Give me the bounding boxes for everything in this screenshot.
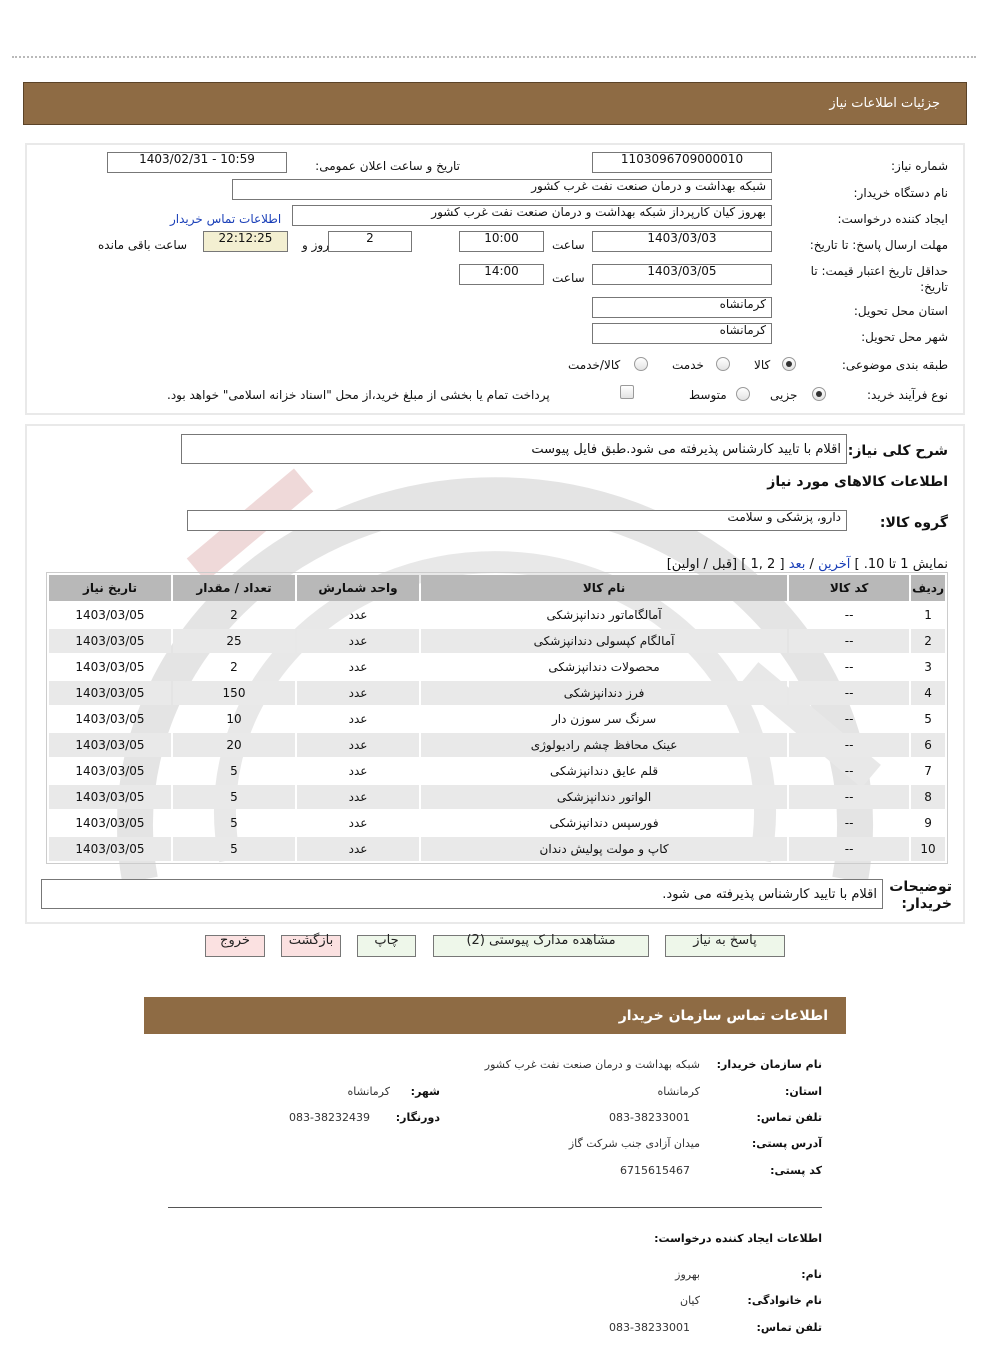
cell-code: -- — [789, 837, 909, 861]
cell-code: -- — [789, 629, 909, 653]
cell-qty: 150 — [173, 681, 295, 705]
contact-title: اطلاعات تماس سازمان خریدار — [618, 1007, 828, 1024]
announce-datetime-field: 1403/02/31 - 10:59 — [107, 152, 287, 173]
cell-name: الواتور دندانپزشکی — [421, 785, 787, 809]
cell-qty: 10 — [226, 712, 242, 726]
col-row-header: ردیف — [911, 575, 945, 601]
table-row — [49, 707, 945, 731]
contact-fax-value: 083-38232439 — [289, 1111, 370, 1124]
cell-name: کاپ و مولت پولیش دندان — [421, 837, 787, 861]
creator-phone-value: 083-38233001 — [609, 1321, 690, 1334]
contact-org-value: شبکه بهداشت و درمان صنعت نفت غرب کشور — [484, 1058, 700, 1071]
province-field: کرمانشاه — [592, 297, 772, 318]
need-number-field: 1103096709000010 — [592, 152, 772, 173]
category-label: طبقه بندی موضوعی: — [841, 358, 948, 372]
table-row — [49, 655, 945, 679]
view-documents-button[interactable]: مشاهده مدارک پیوستی (2) — [433, 935, 649, 957]
top-divider — [12, 56, 976, 58]
validity-time-label: ساعت — [552, 271, 585, 285]
cell-date: 1403/03/05 — [75, 608, 145, 622]
creator-name-value: بهروز — [675, 1268, 700, 1281]
pagination-prev-first: [قبل / اولین] — [666, 557, 738, 572]
col-date-header: تاریخ نیاز — [49, 575, 171, 601]
payment-note: پرداخت تمام یا بخشی از مبلغ خرید،از محل "اسناد خزانه اسلامی" خواهد بود. — [167, 388, 550, 402]
back-button[interactable]: بازگشت — [281, 935, 341, 957]
category-option-service[interactable] — [716, 356, 730, 371]
cell-qty: 2 — [230, 660, 238, 674]
deadline-time-field: 10:00 — [459, 231, 544, 252]
table-row — [49, 837, 945, 861]
deadline-label: مهلت ارسال پاسخ: تا تاریخ: — [809, 238, 948, 252]
city-field: کرمانشاه — [592, 323, 772, 344]
cell-date: 1403/03/05 — [49, 733, 171, 757]
table-header-row — [49, 575, 945, 601]
table-row — [49, 733, 945, 757]
contact-postal-label: کد پستی: — [770, 1164, 822, 1177]
creator-field: بهروز کیان کارپرداز شبکه بهداشت و درمان صنعت نفت غرب کشور — [292, 205, 772, 226]
category-option-both[interactable] — [634, 356, 648, 371]
cell-name: فورسپس دندانپزشکی — [549, 816, 659, 830]
province-label: استان محل تحویل: — [853, 304, 948, 318]
cell-name: محصولات دندانپزشکی — [548, 660, 660, 674]
buyer-org-field: شبکه بهداشت و درمان صنعت نفت غرب کشور — [232, 179, 772, 200]
cell-code: -- — [789, 681, 909, 705]
contact-divider — [168, 1207, 822, 1208]
process-label: نوع فرآیند خرید: — [867, 388, 948, 402]
pagination-last-link[interactable]: آخرین — [818, 557, 851, 572]
creator-family-label: نام خانوادگی: — [747, 1294, 822, 1307]
creator-name-label: نام: — [801, 1268, 822, 1281]
contact-fax-label: دورنگار: — [395, 1111, 440, 1124]
process-option-minor[interactable] — [812, 386, 826, 401]
contact-province-label: استان: — [785, 1085, 822, 1098]
radio-selected-icon[interactable] — [812, 387, 826, 401]
cell-row-number: 9 — [924, 816, 932, 830]
cell-unit: عدد — [348, 712, 368, 726]
cell-row-number: 1 — [924, 608, 932, 622]
cell-unit: عدد — [297, 785, 419, 809]
contact-province-value: کرمانشاه — [657, 1085, 700, 1098]
cell-date: 1403/03/05 — [49, 681, 171, 705]
cell-name: فرز دندانپزشکی — [421, 681, 787, 705]
goods-group-label: گروه کالا: — [879, 515, 948, 531]
exit-button[interactable]: خروج — [205, 935, 265, 957]
contact-address-value: میدان آزادی جنب شرکت گاز — [568, 1137, 700, 1150]
checkbox-icon[interactable] — [620, 385, 634, 399]
category-both-label: کالا/خدمت — [568, 358, 621, 372]
need-number-label: شماره نیاز: — [891, 159, 948, 173]
process-minor-label: جزیی — [770, 388, 798, 402]
contact-org-label: نام سازمان خریدار: — [716, 1058, 822, 1071]
cell-code: -- — [789, 733, 909, 757]
cell-unit: عدد — [348, 764, 368, 778]
reply-button[interactable]: پاسخ به نیاز — [665, 935, 785, 957]
contact-postal-value: 6715615467 — [620, 1164, 690, 1177]
cell-unit: عدد — [348, 608, 368, 622]
cell-qty: 25 — [173, 629, 295, 653]
cell-unit: عدد — [348, 660, 368, 674]
cell-code: -- — [844, 816, 854, 830]
buyer-notes-label: توضیحات خریدار: — [889, 879, 952, 912]
cell-unit: عدد — [297, 629, 419, 653]
cell-date: 1403/03/05 — [75, 764, 145, 778]
cell-qty: 5 — [230, 816, 238, 830]
goods-table — [46, 572, 948, 864]
cell-date: 1403/03/05 — [49, 837, 171, 861]
pagination-next-link[interactable]: بعد — [788, 557, 806, 572]
summary-field: اقلام با تایید کارشناس پذیرفته می شود.طبق فایل پیوست — [181, 434, 847, 464]
city-label: شهر محل تحویل: — [861, 330, 948, 344]
cell-code: -- — [844, 764, 854, 778]
deadline-time-label: ساعت — [552, 238, 585, 252]
cell-qty: 5 — [230, 764, 238, 778]
goods-table-body — [49, 603, 945, 861]
print-button[interactable]: چاپ — [357, 935, 416, 957]
contact-city-label: شهر: — [410, 1085, 440, 1098]
pagination-showing: نمایش 1 تا 10. — [863, 557, 948, 572]
contact-city-value: کرمانشاه — [347, 1085, 390, 1098]
cell-row-number: 7 — [924, 764, 932, 778]
cell-qty: 20 — [173, 733, 295, 757]
table-row — [49, 603, 945, 627]
cell-row-number: 2 — [911, 629, 945, 653]
radio-icon[interactable] — [634, 357, 648, 371]
page-title-bar — [23, 82, 967, 125]
contact-phone-value: 083-38233001 — [609, 1111, 690, 1124]
category-service-label: خدمت — [672, 358, 704, 372]
creator-section-title: اطلاعات ایجاد کننده درخواست: — [654, 1232, 822, 1245]
cell-date: 1403/03/05 — [75, 660, 145, 674]
days-label: روز و — [302, 238, 329, 252]
col-qty-header: تعداد / مقدار — [173, 575, 295, 601]
creator-phone-label: تلفن تماس: — [756, 1321, 822, 1334]
cell-code: -- — [789, 785, 909, 809]
buyer-notes-field: اقلام با تایید کارشناس پذیرفته می شود. — [41, 879, 883, 909]
cell-qty: 2 — [230, 608, 238, 622]
cell-qty: 5 — [173, 837, 295, 861]
cell-unit: عدد — [297, 733, 419, 757]
cell-code: -- — [844, 608, 854, 622]
cell-name: آمالگاماتور دندانپزشکی — [546, 608, 662, 622]
validity-time-field: 14:00 — [459, 264, 544, 285]
cell-row-number: 5 — [924, 712, 932, 726]
creator-label: ایجاد کننده درخواست: — [837, 212, 948, 226]
buyer-contact-link[interactable]: اطلاعات تماس خریدار — [170, 212, 282, 226]
buyer-org-label: نام دستگاه خریدار: — [853, 186, 948, 200]
cell-name: قلم عایق دندانپزشکی — [550, 764, 659, 778]
cell-row-number: 8 — [911, 785, 945, 809]
category-goods-label: کالا — [754, 358, 771, 372]
contact-address-label: آدرس پستی: — [751, 1137, 822, 1150]
cell-qty: 5 — [173, 785, 295, 809]
days-field: 2 — [328, 231, 412, 252]
remaining-time-field: 22:12:25 — [203, 231, 288, 252]
summary-label: شرح کلی نیاز: — [847, 443, 948, 459]
validity-date-field: 1403/03/05 — [592, 264, 772, 285]
treasury-checkbox[interactable] — [620, 384, 634, 399]
radio-selected-icon[interactable] — [782, 357, 796, 371]
cell-name: سرنگ سر سوزن دار — [551, 712, 657, 726]
table-row — [49, 811, 945, 835]
creator-family-value: کیان — [680, 1294, 700, 1307]
validity-label: حداقل تاریخ اعتبار قیمت: تا تاریخ: — [810, 264, 948, 294]
table-row — [49, 759, 945, 783]
radio-icon[interactable] — [716, 357, 730, 371]
remaining-label: ساعت باقی مانده — [98, 238, 188, 252]
announce-label: تاریخ و ساعت اعلان عمومی: — [315, 159, 460, 173]
cell-date: 1403/03/05 — [49, 629, 171, 653]
goods-info-title: اطلاعات کالاهای مورد نیاز — [767, 474, 948, 490]
cell-unit: عدد — [297, 681, 419, 705]
col-code-header: کد کالا — [789, 575, 909, 601]
pagination-pages[interactable]: [ 2 ,1 ] — [741, 557, 785, 572]
page-title: جزئیات اطلاعات نیاز — [829, 96, 940, 111]
cell-name: عینک محافظ چشم رادیولوژی — [421, 733, 787, 757]
cell-row-number: 4 — [911, 681, 945, 705]
cell-code: -- — [844, 660, 854, 674]
cell-unit: عدد — [348, 816, 368, 830]
cell-row-number: 10 — [911, 837, 945, 861]
pagination: نمایش 1 تا 10. ] آخرین / بعد [ 2 ,1 ] [قبل / اولین] — [666, 557, 948, 572]
cell-name: آمالگام کپسولی دندانپزشکی — [421, 629, 787, 653]
table-row — [49, 785, 945, 809]
table-row — [49, 681, 945, 705]
contact-phone-label: تلفن تماس: — [756, 1111, 822, 1124]
category-option-goods[interactable] — [782, 356, 796, 371]
cell-row-number: 6 — [911, 733, 945, 757]
process-option-medium[interactable] — [736, 386, 750, 401]
col-name-header: نام کالا — [421, 575, 787, 601]
contact-banner — [144, 997, 846, 1034]
deadline-date-field: 1403/03/03 — [592, 231, 772, 252]
cell-date: 1403/03/05 — [75, 712, 145, 726]
col-unit-header: واحد شمارش — [297, 575, 419, 601]
cell-row-number: 3 — [924, 660, 932, 674]
radio-icon[interactable] — [736, 387, 750, 401]
process-medium-label: متوسط — [689, 388, 727, 402]
cell-date: 1403/03/05 — [75, 816, 145, 830]
goods-group-field: دارو، پزشکی و سلامت — [187, 510, 847, 531]
table-row — [49, 629, 945, 653]
cell-code: -- — [844, 712, 854, 726]
cell-date: 1403/03/05 — [49, 785, 171, 809]
cell-unit: عدد — [297, 837, 419, 861]
